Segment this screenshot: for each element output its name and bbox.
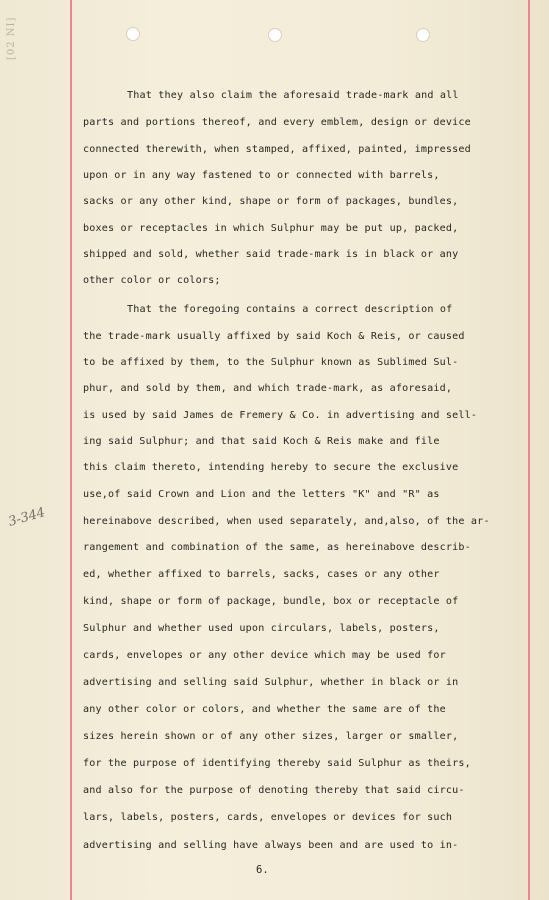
text-line: hereinabove described, when used separately, and,also, of the ar-: [83, 516, 490, 527]
text-line: That they also claim the aforesaid trade-mark and all: [127, 90, 459, 101]
text-line: sizes herein shown or of any other sizes, larger or smaller,: [83, 731, 459, 742]
text-line: this claim thereto, intending hereby to secure the exclusive: [83, 462, 459, 473]
text-line: for the purpose of identifying thereby said Sulphur as theirs,: [83, 758, 471, 769]
text-line: Sulphur and whether used upon circulars, labels, posters,: [83, 623, 440, 634]
faded-stamp: [02 NI]: [6, 16, 17, 60]
text-line: the trade-mark usually affixed by said Koch & Reis, or caused: [83, 331, 465, 342]
text-line: cards, envelopes or any other device which may be used for: [83, 650, 446, 661]
text-line: and also for the purpose of denoting thereby that said circu-: [83, 785, 465, 796]
text-line: use,of said Crown and Lion and the letters "K" and "R" as: [83, 489, 440, 500]
text-line: connected therewith, when stamped, affixed, painted, impressed: [83, 144, 471, 155]
text-line: upon or in any way fastened to or connected with barrels,: [83, 170, 440, 181]
text-line: advertising and selling said Sulphur, whether in black or in: [83, 677, 459, 688]
text-line: lars, labels, posters, cards, envelopes or devices for such: [83, 812, 453, 823]
text-line: to be affixed by them, to the Sulphur known as Sublimed Sul-: [83, 357, 459, 368]
text-line: advertising and selling have always been and are used to in-: [83, 840, 459, 851]
text-line: boxes or receptacles in which Sulphur may be put up, packed,: [83, 223, 459, 234]
text-line: any other color or colors, and whether the same are of the: [83, 704, 446, 715]
page-number: 6.: [256, 864, 269, 876]
handwritten-margin-note: 3-344: [6, 505, 47, 530]
text-line: sacks or any other kind, shape or form of packages, bundles,: [83, 196, 459, 207]
text-line: kind, shape or form of package, bundle, box or receptacle of: [83, 596, 459, 607]
text-line: shipped and sold, whether said trade-mark is in black or any: [83, 249, 459, 260]
text-line: parts and portions thereof, and every emblem, design or device: [83, 117, 471, 128]
text-line: other color or colors;: [83, 275, 221, 286]
text-line: ed, whether affixed to barrels, sacks, cases or any other: [83, 569, 440, 580]
text-line: rangement and combination of the same, as hereinabove describ-: [83, 542, 471, 553]
text-line: phur, and sold by them, and which trade-mark, as aforesaid,: [83, 383, 453, 394]
text-line: ing said Sulphur; and that said Koch & Reis make and file: [83, 436, 440, 447]
text-line: is used by said James de Fremery & Co. in advertising and sell-: [83, 410, 478, 421]
text-line: That the foregoing contains a correct description of: [127, 304, 453, 315]
